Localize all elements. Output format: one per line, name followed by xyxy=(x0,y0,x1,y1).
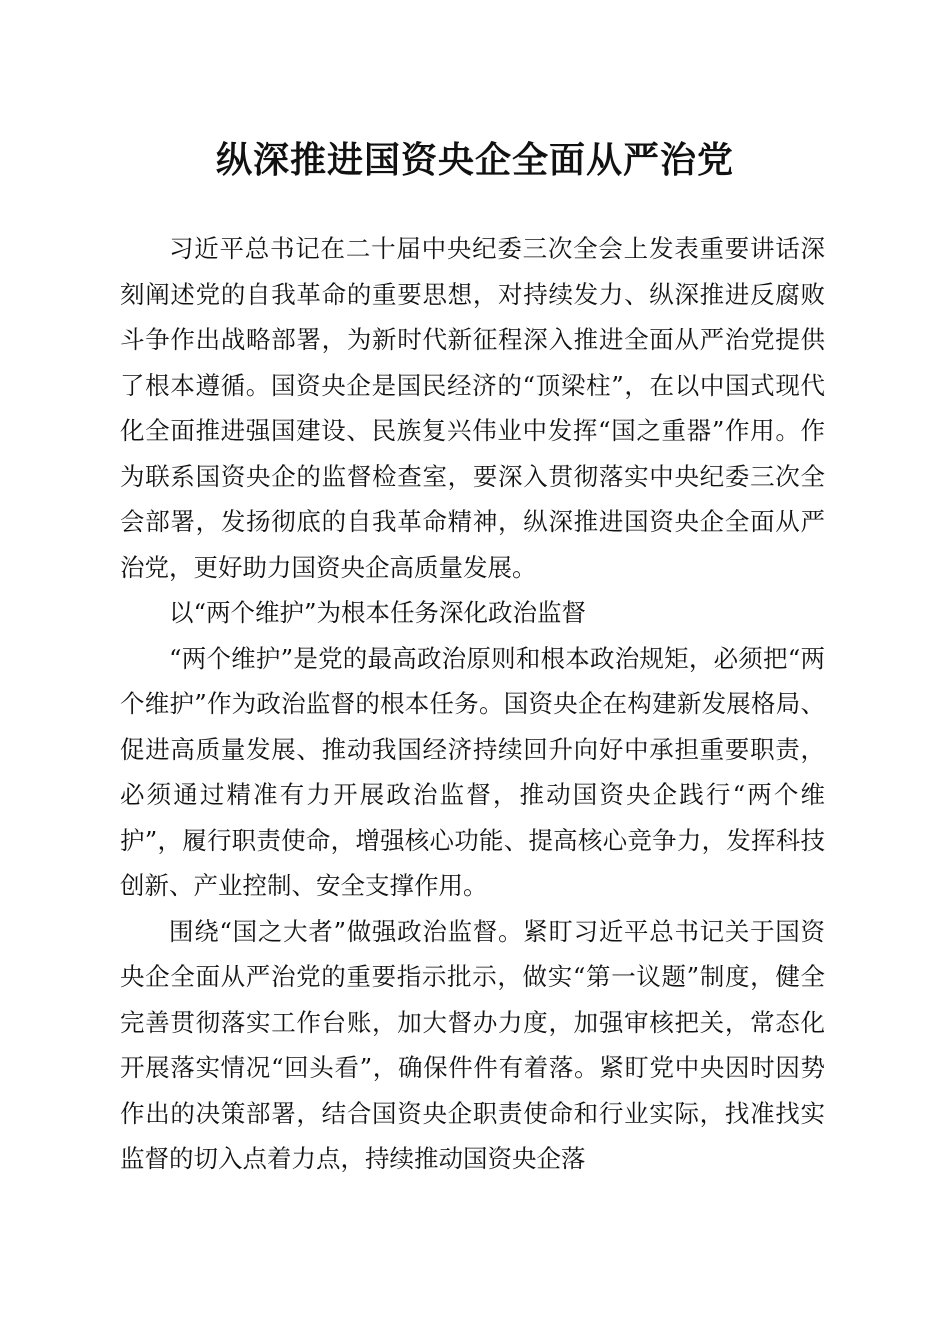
paragraph-national-priorities: 围绕“国之大者”做强政治监督。紧盯习近平总书记关于国资央企全面从严治党的重要指示批示，做实“第一议题”制度，健全完善贯彻落实工作台账，加大督办力度，加强审核把关，常态化开展落实情况“回头看”，确保件件有着落。紧盯党中央因时因势作出的决策部署，结合国资央企职责使命和行业实际，找准找实监督的切入点着力点，持续推动国资央企落 xyxy=(120,916,825,1173)
paragraph-two-maintenances: “两个维护”是党的最高政治原则和根本政治规矩，必须把“两个维护”作为政治监督的根本任务。国资央企在构建新发展格局、促进高质量发展、推动我国经济持续回升向好中承担重要职责，必须通过精准有力开展政治监督，推动国资央企践行“两个维护”，履行职责使命，增强核心功能、提高核心竞争力，发挥科技创新、产业控制、安全支撑作用。 xyxy=(120,643,825,900)
section-heading: 以“两个维护”为根本任务深化政治监督 xyxy=(169,598,587,627)
paragraph-intro: 习近平总书记在二十届中央纪委三次全会上发表重要讲话深刻阐述党的自我革命的重要思想，对持续发力、纵深推进反腐败斗争作出战略部署，为新时代新征程深入推进全面从严治党提供了根本遵循。国资央企是国民经济的“顶梁柱”，在以中国式现代化全面推进强国建设、民族复兴伟业中发挥“国之重器”作用。作为联系国资央企的监督检查室，要深入贯彻落实中央纪委三次全会部署，发扬彻底的自我革命精神，纵深推进国资央企全面从严治党，更好助力国资央企高质量发展。 xyxy=(120,234,825,582)
document-title: 纵深推进国资央企全面从严治党 xyxy=(215,139,734,181)
document-body xyxy=(120,226,825,1182)
